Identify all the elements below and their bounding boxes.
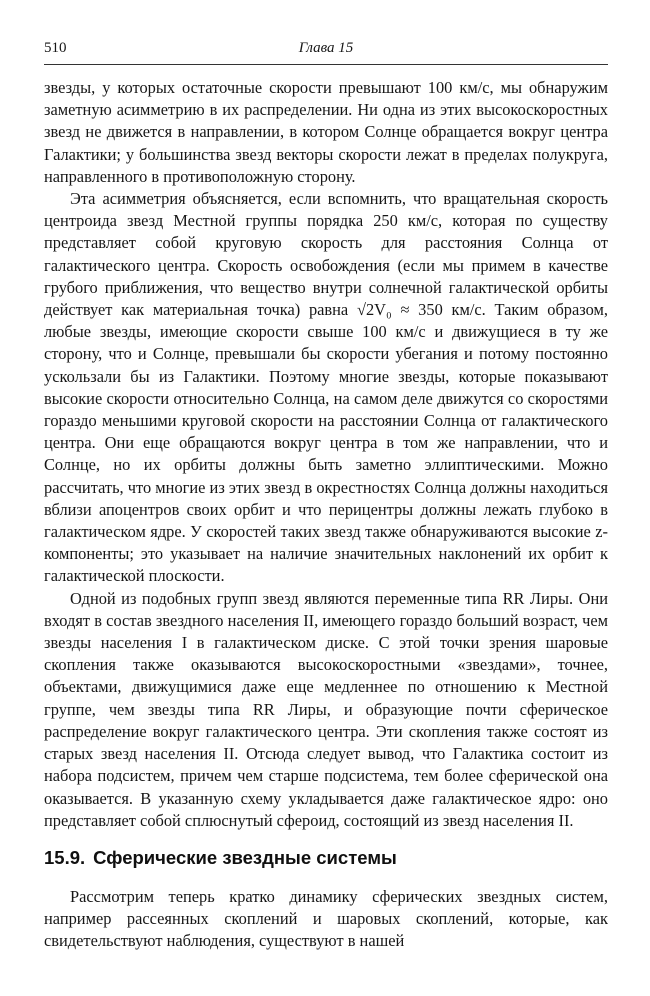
page xyxy=(44,40,608,953)
paragraph-continuation: звезды, у которых остаточные скорости превышают 100 км/с, мы обнаружим заметную асимметрию в их распределении. Ни одна из этих высокоскоростных звезд не движется в направлении, в котором Солнце обращается вокруг центра Галактики; у большинства звезд векторы скорости лежат в пределах полукруга, направленного в противоположную сторону. xyxy=(44,78,608,186)
section-title: Сферические звездные системы xyxy=(93,846,397,868)
section-heading xyxy=(44,846,608,870)
body-text xyxy=(44,77,608,953)
page-number: 510 xyxy=(44,40,67,56)
chapter-title: Глава 15 xyxy=(298,40,354,56)
section-number: 15.9. xyxy=(44,846,86,868)
paragraph-rr-lyrae: Одной из подобных групп звезд являются переменные типа RR Лиры. Они входят в состав звездного населения II, имеющего гораздо больший возраст, чем звезды населения I в галактическом диске. С этой точки зрения шаровые скопления также оказываются высокоскоростными «звездами», точнее, объектами, движущимися даже еще медленнее по отношению к Местной группе, чем звезды типа RR Лиры, и образующие почти сферическое распределение вокруг галактического центра. Эти скопления также состоят из старых звезд населения II. Отсюда следует вывод, что Галактика состоит из набора подсистем, причем чем старше подсистема, тем более сферической она оказывается. В указанную схему укладывается даже галактическое ядро: оно представляет собой сплюснутый сфероид, состоящий из звезд населения II. xyxy=(44,588,608,830)
paragraph-section-start: Рассмотрим теперь кратко динамику сферических звездных систем, например рассеянных скоплений и шаровых скоплений, которые, как свидетельствуют наблюдения, существуют в нашей xyxy=(44,886,608,951)
running-head xyxy=(44,40,608,65)
paragraph-asymmetry: Эта асимметрия объясняется, если вспомнить, что вращательная скорость центроида звезд Местной группы порядка 250 км/с, которая по существу представляет собой круговую скорость для расстояния Солнца от галактического центра. Скорость освобождения (если мы примем в качестве грубого приближения, что вещество внутри солнечной галактической орбиты действует как материальная точка) равна √2V₀ ≈ 350 км/с. Таким образом, любые звезды, имеющие скорости свыше 100 км/с и движущиеся в ту же сторону, что и Солнце, превышали бы скорости убегания и потому постоянно ускользали бы из Галактики. Поэтому многие звезды, которые показывают высокие скорости относительно Солнца, на самом деле движутся со скоростями гораздо меньшими круговой скорости на расстоянии Солнца от галактического центра. Они еще обращаются вокруг центра в том же направлении, что и Солнце, но их орбиты должны быть заметно эллиптическими. Можно рассчитать, что многие из этих звезд в окрестностях Солнца должны находиться вблизи апоцентров своих орбит и что перицентры должны лежать глубоко в галактическом ядре. У скоростей таких звезд также обнаруживаются высокие z-компоненты; это указывает на наличие значительных наклонений их орбит к галактической плоскости. xyxy=(44,189,608,586)
